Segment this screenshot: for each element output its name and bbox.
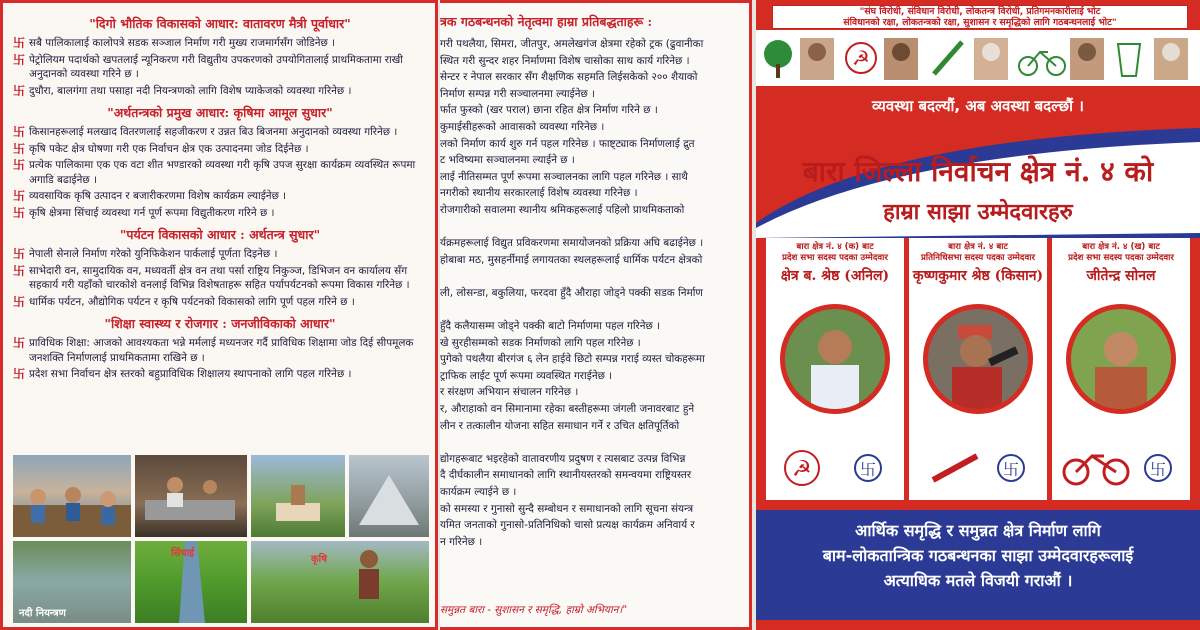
park-illustration <box>251 455 345 537</box>
section-heading: "अर्थतन्त्रको प्रमुख आधार: कृषिमा आमूल सुधार" <box>107 105 333 120</box>
manifesto-item <box>13 84 427 99</box>
swastika-bullet-icon: 卐 <box>13 294 26 309</box>
manifesto-item-text: कृषि क्षेत्रमा सिंचाई व्यवस्था गर्न पूर्ण रूपमा विद्युतीकरण गरिने छ । <box>29 206 275 219</box>
tree-icon <box>764 40 792 78</box>
candidate-role: प्रदेश सभा सदस्य पदका उम्मेदवार <box>782 253 888 263</box>
candidate-name: क्षेत्र ब. श्रेष्ठ (अनिल) <box>780 268 890 284</box>
svg-text:☭: ☭ <box>852 46 870 70</box>
candidate-card <box>909 238 1047 500</box>
commitment-line: कार्यक्रम ल्याईने छ । <box>440 486 517 499</box>
commitment-line: द्योगहरूबाट भइरहेको वातावरणीय प्रदुषण र त्यसबाट उत्पन्न विभिन्न <box>440 452 686 465</box>
commitment-line: लको निर्माण कार्य शुरु गर्न पहल गरिनेछ । फाष्ट्ट्याक निर्माणलाई द्रुत <box>440 137 695 150</box>
candidate-role: प्रदेश सभा सदस्य पदका उम्मेदवार <box>1068 253 1174 263</box>
hammer-sickle-icon <box>846 43 876 73</box>
river-control-photo <box>13 541 131 623</box>
manifesto-item-text: पेट्रोलियम पदार्थको खपतलाई न्यूनिकरण गरी विद्युतीय उपकरणको उपयोगितालाई प्राथमिकतामा राखी अनुदानको व्यवस्था गरिने छ । <box>29 53 403 80</box>
manifesto-item-text: प्रदेश सभा निर्वाचन क्षेत्र स्तरको बहुप्राविधिक शिक्षालय स्थापनाको लागि पहल गरिनेछ । <box>29 368 352 380</box>
manifesto-item-text: नेपाली सेनाले निर्माण गरेको युनिफिकेशन पार्कलाई पूर्णता दिइनेछ । <box>29 248 278 260</box>
candidate-portrait <box>785 309 885 409</box>
candidate-role: प्रतिनिधिसभा सदस्य पदका उम्मेदवार <box>920 253 1036 263</box>
manifesto-item-text: धार्मिक पर्यटन, औद्योगिक पर्यटन र कृषि पर्यटनको विकासको लागि पूर्ण पहल गरिने छ । <box>29 295 355 308</box>
svg-text:卐: 卐 <box>1150 460 1167 479</box>
section-heading: "शिक्षा स्वास्थ्य र रोजगार : जनजीविकाको आधार" <box>104 316 336 331</box>
manifesto-item <box>13 158 427 187</box>
manifesto-item <box>13 264 427 293</box>
commitment-line: लीन र तत्कालीन योजना सहित समाधान गर्ने र उचित क्षतिपूर्तिको <box>440 419 680 432</box>
commitment-line: सेन्टर र नेपाल सरकार सँग शैक्षणिक सहमति लिईसकेको २०० शैयाको <box>440 71 698 84</box>
swastika-bullet-icon: 卐 <box>13 263 26 278</box>
candidate-photo <box>923 304 1033 414</box>
candidate-name: कृष्णकुमार श्रेष्ठ (किसान) <box>912 268 1044 284</box>
farmer-photo <box>251 541 429 623</box>
poster-title-line2: हाम्रा साझा उम्मेदवारहरु <box>883 199 1073 225</box>
candidate-poster-panel <box>756 0 1200 630</box>
swastika-bullet-icon: 卐 <box>13 367 26 381</box>
candidate-constituency: बारा क्षेत्र नं. ४ (ख) बाट <box>1082 242 1160 252</box>
swastika-bullet-icon: 卐 <box>13 52 26 67</box>
candidate-photo <box>780 304 890 414</box>
manifesto-item <box>13 206 427 221</box>
commitment-line <box>440 434 743 451</box>
commitment-line: रोजगारीको सवालमा स्थानीय श्रमिकहरूलाई पहिलो प्राथमिकताको <box>440 203 685 216</box>
dam-photo <box>349 455 429 537</box>
commitment-line: न गरिनेछ । <box>440 535 483 548</box>
manifesto-item-text: साभेदारी वन, सामुदायिक वन, मध्यवर्ती क्षेत्र वन तथा पर्सा राष्ट्रिय निकुञ्ज, डिभिजन वन कार्यालय सँग सहकार्य गरी यहाँको चारकोशे वनलाई विभिन्न विशेषताहरू सहित पर्यापर्यटनको रूपमा विकास गरिनेछ । <box>29 264 410 291</box>
park-photo <box>251 455 345 537</box>
commitment-line: र संरक्षण अभियान संचालन गरिनेछ । <box>440 386 579 399</box>
voter-appeal-box <box>756 510 1200 620</box>
manifesto-item-text: व्यवसायिक कृषि उत्पादन र बजारीकरणमा विशेष कार्यक्रम ल्याईनेछ । <box>29 190 287 202</box>
appeal-line1: आर्थिक समृद्धि र समुन्नत क्षेत्र निर्माण लागि <box>855 521 1101 540</box>
manifesto-item-text: दुधौरा, बालगंगा तथा पसाहा नदी नियन्त्रणको लागि विशेष प्याकेजको व्यवस्था गरिनेछ । <box>29 84 352 97</box>
top-slogan-line1: "संघ विरोधी, संविधान विरोधी, लोकतन्त्र विरोधी, प्रतिगमनकारीलाई भोट <box>859 6 1101 17</box>
swastika-bullet-icon: 卐 <box>13 83 26 98</box>
commitment-line: लाई नीतिसम्मत पूर्ण रूपमा सञ्चालनका लागि पहल गरिनेछ । साथै <box>440 170 688 183</box>
manifesto-item-text: प्रत्येक पालिकामा एक एक वटा शीत भण्डारको व्यवस्था गरी कृषि उपज सुरक्षा कार्यक्रम व्यवस्थित रूपमा अगाडि बढाईनेछ । <box>29 159 416 186</box>
leader-portrait-2 <box>884 38 918 80</box>
swastika-bullet-icon: 卐 <box>13 336 26 350</box>
candidate-constituency: बारा क्षेत्र नं. ४ बाट <box>948 242 1008 252</box>
manifesto-middle-panel <box>440 0 752 630</box>
classroom-photo <box>13 455 131 537</box>
leader-portrait-4 <box>1070 38 1104 80</box>
commitment-line: हुँदै कलैयासम्म जोड्ने पक्की बाटो निर्माणमा पहल गरिनेछ । <box>440 320 661 333</box>
manifesto-item <box>13 53 427 82</box>
party-symbols <box>756 30 1200 86</box>
leader-portrait-3 <box>974 38 1008 80</box>
commitment-line: ट्राफिक लाईट पूर्ण रूपमा व्यवस्थित गराईनेछ । <box>440 369 613 382</box>
workshop-illustration <box>135 455 247 537</box>
commitment-line: यमित जनताको गुनासो-प्रतिनिधिको चासो प्रत्यक्ष कार्यक्रम अनिवार्य र <box>440 519 695 532</box>
commitment-line: कुमाईसीहरूको आवासको व्यवस्था गरिनेछ । <box>440 120 605 133</box>
workshop-photo <box>135 455 247 537</box>
svg-text:☭: ☭ <box>792 457 812 482</box>
leader-portrait-5 <box>1154 38 1188 80</box>
photo-collage <box>13 455 431 627</box>
swastika-bullet-icon: 卐 <box>13 125 26 139</box>
swastika-bullet-icon: 卐 <box>13 247 26 261</box>
candidate-symbols <box>925 448 1035 488</box>
appeal-line3: अत्याधिक मतले विजयी गराऔं । <box>883 571 1073 590</box>
irrigation-photo <box>135 541 247 623</box>
pen-icon <box>934 42 962 74</box>
manifesto-item <box>13 295 427 310</box>
commitment-line: दै दीर्घकालीन समाधानको लागि स्थानीयस्तरको समन्वयमा राष्ट्रियस्तर <box>440 469 692 482</box>
commitments-lines <box>440 36 743 550</box>
commitment-line: र, औराहाको वन सिमानामा रहेका बस्तीहरूमा जंगली जनावरबाट हुने <box>440 403 695 416</box>
commitment-line <box>440 268 743 285</box>
manifesto-item-text: कृषि पकेट क्षेत्र घोषणा गरी एक निर्वाचन क्षेत्र एक उत्पादनमा जोड दिईनेछ । <box>29 142 309 155</box>
candidate-card <box>766 238 904 500</box>
candidate-name: जीतेन्द्र सोनल <box>1086 268 1156 284</box>
leader-portrait-1 <box>800 38 834 80</box>
manifesto-item <box>13 367 427 382</box>
manifesto-item <box>13 142 427 157</box>
swastika-bullet-icon: 卐 <box>13 36 26 50</box>
commitments-heading: त्रक गठबन्धनको नेतृत्वमा हाम्रा प्रतिबद्धताहरू : <box>440 14 653 29</box>
commitment-line: पुगेको पथलैया बीरगंज ६ लेन हाईवे छिटो सम्पन्न गराई व्यस्त चोकहरूमा <box>440 353 705 366</box>
commitment-line: ली, लोसन्डा, बकुलिया, फरदवा हुँदै औराहा जोड्ने पक्की सडक निर्माण <box>440 286 703 299</box>
farmer-illustration <box>251 541 429 623</box>
commitment-line: ट भविष्यमा सञ्चालनमा ल्याईने छ । <box>440 154 575 167</box>
photo-caption: सिंचाई <box>171 548 195 559</box>
bicycle-icon <box>1064 456 1128 484</box>
manifesto-item-text: सबै पालिकालाई कालोपत्रे सडक सञ्जाल निर्माण गरी मुख्य राजमार्गसँग जोडिनेछ । <box>29 37 335 49</box>
top-slogan-line2: संविधानको रक्षा, लोकतन्त्रको रक्षा, सुशासन र समृद्धिको लागि गठबन्धनलाई भोट" <box>843 17 1117 28</box>
commitment-line: को समस्या र गुनासो सुन्दै सम्बोधन र समाधानको लागि सूचना संयन्त्र <box>440 502 694 515</box>
candidate-symbols <box>1060 448 1180 488</box>
section-heading: "दिगो भौतिक विकासको आधार: वातावरण मैत्री पूर्वाधार" <box>89 16 351 31</box>
left-sections <box>13 15 427 382</box>
hammer-sickle-icon <box>785 451 819 485</box>
campaign-slogan: व्यवस्था बदल्यौं, अब अवस्था बदल्छौं । <box>872 97 1084 115</box>
manifesto-item-text: किसानहरूलाई मलखाद वितरणलाई सहजीकरण र उन्नत बिउ बिजनमा अनुदानको व्यवस्था गरिनेछ । <box>29 126 398 138</box>
photo-caption: नदी नियन्त्रण <box>19 608 66 619</box>
candidate-photo <box>1066 304 1176 414</box>
manifesto-item <box>13 336 427 365</box>
top-slogan-box <box>772 5 1188 29</box>
candidate-symbols <box>782 448 892 488</box>
party-symbols-strip <box>756 30 1200 86</box>
manifesto-left-panel <box>0 0 438 630</box>
commitment-line <box>440 219 743 236</box>
dam-illustration <box>349 455 429 537</box>
candidate-card <box>1052 238 1190 500</box>
commitment-line: र्यक्रमहरूलाई विद्युत प्रविकरणमा समायोजनको प्रक्रिया अघि बढाईनेछ । <box>440 237 704 250</box>
swastika-icon <box>1145 455 1171 481</box>
swastika-icon <box>998 455 1024 481</box>
candidate-portrait <box>928 309 1028 409</box>
bicycle-icon <box>1019 52 1065 75</box>
commitment-line: नगरीको स्थानीय सरकारलाई विशेष व्यवस्था गरिनेछ । <box>440 187 638 200</box>
candidate-constituency: बारा क्षेत्र नं. ४ (क) बाट <box>796 242 874 252</box>
commitment-line: र्फात फुस्को (खर पराल) छाना रहित क्षेत्र निर्माण गरिने छ । <box>440 104 658 117</box>
candidate-portrait <box>1071 309 1171 409</box>
manifesto-item-text: प्राविधिक शिक्षा: आजको आवश्यकता भन्ने मर्मलाई मध्यनजर गर्दै प्राविधिक शिक्षामा जोड दिई सीपमूलक जनशक्ति निर्माणलाई प्राथमिकतामा राखिने छ । <box>29 337 414 364</box>
swastika-bullet-icon: 卐 <box>13 189 26 203</box>
manifesto-item <box>13 125 427 140</box>
pen-icon <box>933 456 977 480</box>
manifesto-item <box>13 36 427 51</box>
commitment-line <box>440 302 743 319</box>
commitment-line: निर्माण सम्पन्न गरी सञ्चालनमा ल्याईनेछ । <box>440 87 595 100</box>
swastika-bullet-icon: 卐 <box>13 205 26 220</box>
svg-text:卐: 卐 <box>860 460 877 479</box>
swastika-bullet-icon: 卐 <box>13 141 26 156</box>
classroom-illustration <box>13 455 131 537</box>
commitment-line: गरी पथलैया, सिमरा, जीतपुर, अमलेखगंज क्षेत्रमा रहेको ट्रक (ढुवानीका <box>440 38 704 50</box>
campaign-footer: समुन्नत बारा - सुशासन र समृद्धि, हाम्रो अभियान।" <box>440 604 628 616</box>
manifesto-item <box>13 247 427 262</box>
swastika-icon <box>855 455 881 481</box>
commitment-line: खे सुरहीसम्मको सडक निर्माणको लागि पहल गरिनेछ । <box>440 336 641 349</box>
photo-caption: कृषि <box>311 554 328 565</box>
swastika-bullet-icon: 卐 <box>13 158 26 172</box>
appeal-line2: बाम-लोकतान्त्रिक गठबन्धनका साझा उम्मेदवारहरूलाई <box>822 546 1134 565</box>
poster-title-line1: बारा जिल्ला निर्वाचन क्षेत्र नं. ४ को <box>802 155 1154 188</box>
svg-text:卐: 卐 <box>1003 460 1020 479</box>
glass-icon <box>1118 44 1140 76</box>
commitment-line: होबाबा मठ, मुसहर्नीमाई लगायतका स्थलहरूलाई धार्मिक पर्यटन क्षेत्रको <box>440 253 703 266</box>
section-heading: "पर्यटन विकासको आधार : अर्थतन्त्र सुधार" <box>119 227 321 242</box>
manifesto-item <box>13 189 427 204</box>
commitment-line: स्थित गरी सुन्दर शहर निर्माणमा विशेष चासोका साथ कार्य गरिनेछ । <box>440 54 690 67</box>
